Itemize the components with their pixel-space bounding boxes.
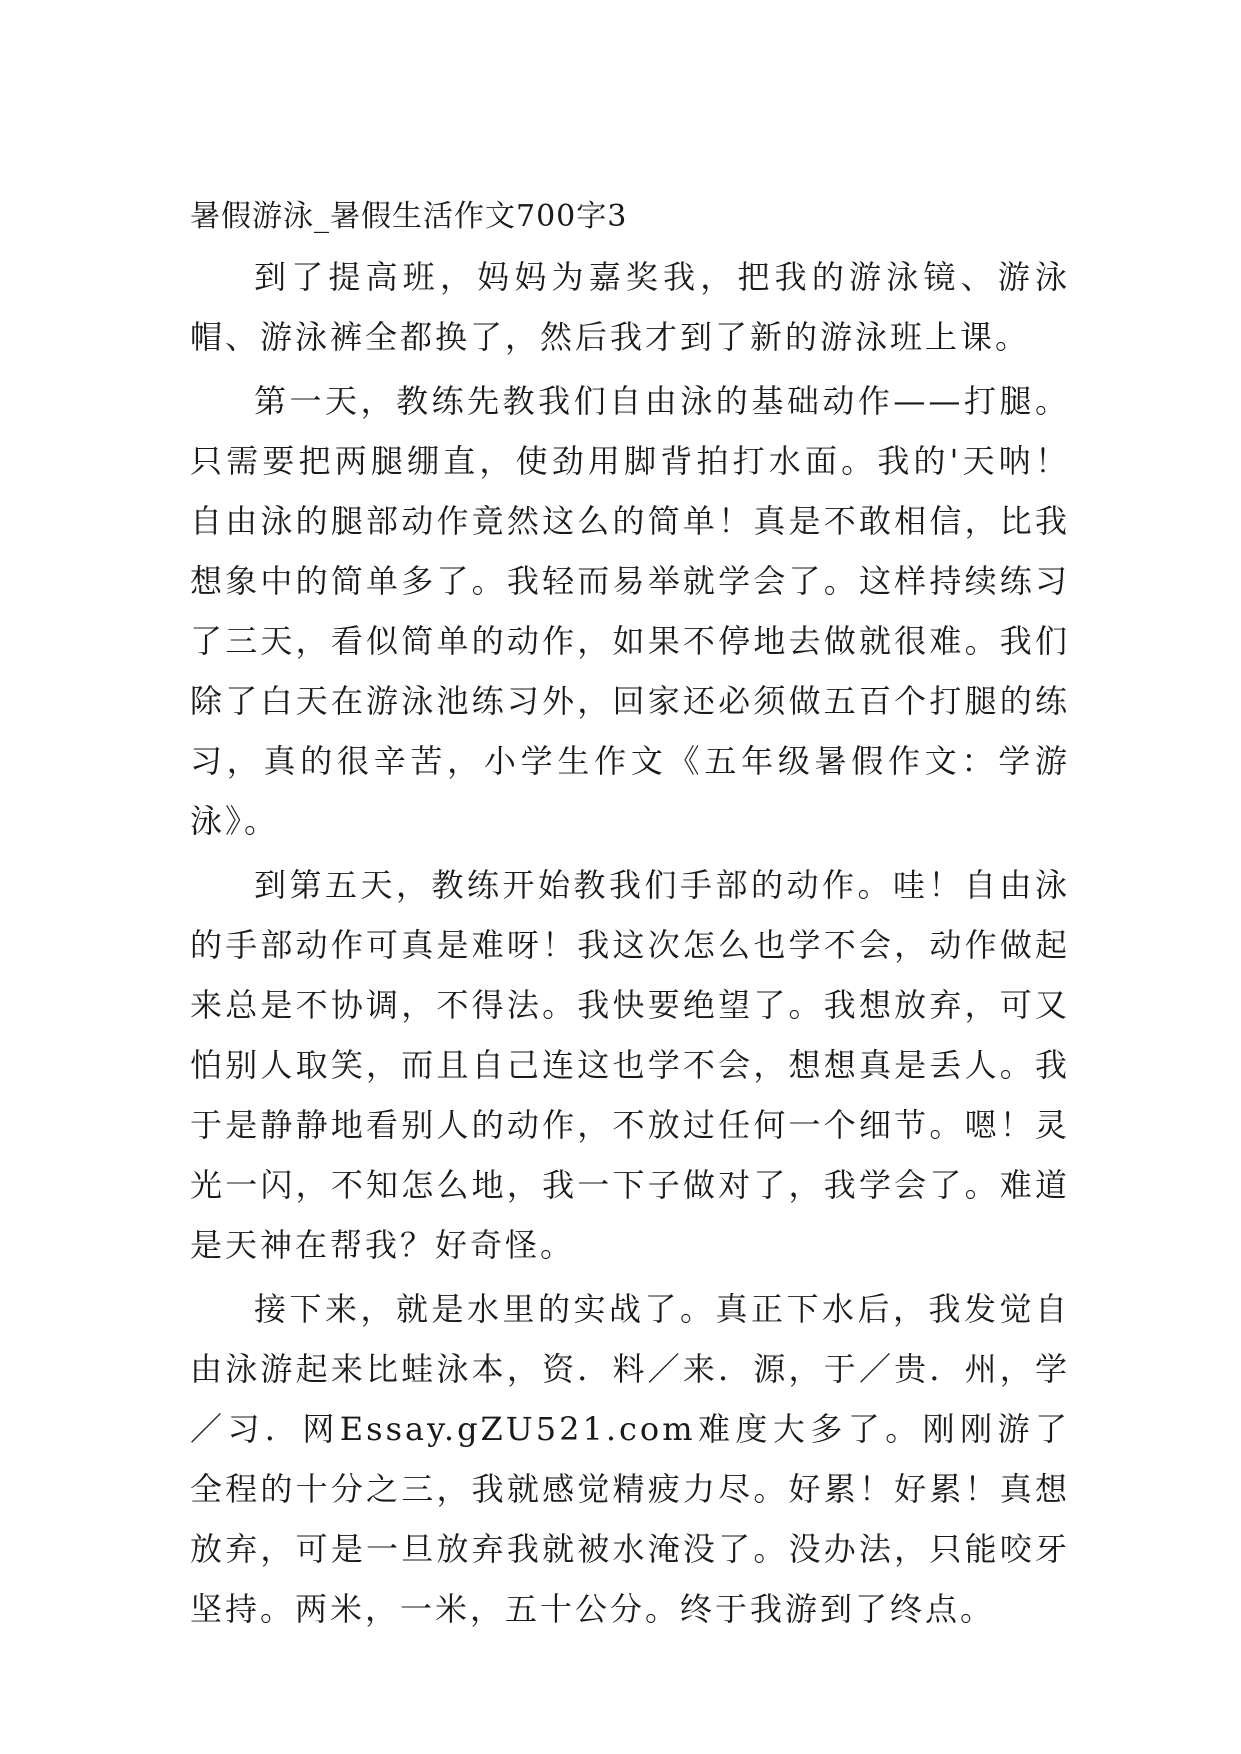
paragraph-4: 接下来，就是水里的实战了。真正下水后，我发觉自由泳游起来比蛙泳本，资．料／来．源，于／贵．州，学／习．网Essay.gZU521.com难度大多了。刚刚游了全程的十分之三，我就感觉精疲力尽。好累！好累！真想放弃，可是一旦放弃我就被水淹没了。没办法，只能咬牙坚持。两米，一米，五十公分。终于我游到了终点。 bbox=[190, 1290, 1070, 1628]
paragraph-2: 第一天，教练先教我们自由泳的基础动作——打腿。只需要把两腿绷直，使劲用脚背拍打水面。我的'天呐！自由泳的腿部动作竟然这么的简单！真是不敢相信，比我想象中的简单多了。我轻而易举就学会了。这样持续练习了三天，看似简单的动作，如果不停地去做就很难。我们除了白天在游泳池练习外，回家还必须做五百个打腿的练习，真的很辛苦，小学生作文《五年级暑假作文：学游泳》。 bbox=[190, 382, 1070, 840]
document-page bbox=[190, 193, 1070, 1639]
paragraph-1: 到了提高班，妈妈为嘉奖我，把我的游泳镜、游泳帽、游泳裤全都换了，然后我才到了新的游泳班上课。 bbox=[190, 258, 1070, 356]
document-title: 暑假游泳_暑假生活作文700字3 bbox=[190, 199, 628, 234]
paragraph-3: 到第五天，教练开始教我们手部的动作。哇！自由泳的手部动作可真是难呀！我这次怎么也学不会，动作做起来总是不协调，不得法。我快要绝望了。我想放弃，可又怕别人取笑，而且自己连这也学不会，想想真是丢人。我于是静静地看别人的动作，不放过任何一个细节。嗯！灵光一闪，不知怎么地，我一下子做对了，我学会了。难道是天神在帮我？好奇怪。 bbox=[190, 866, 1070, 1264]
